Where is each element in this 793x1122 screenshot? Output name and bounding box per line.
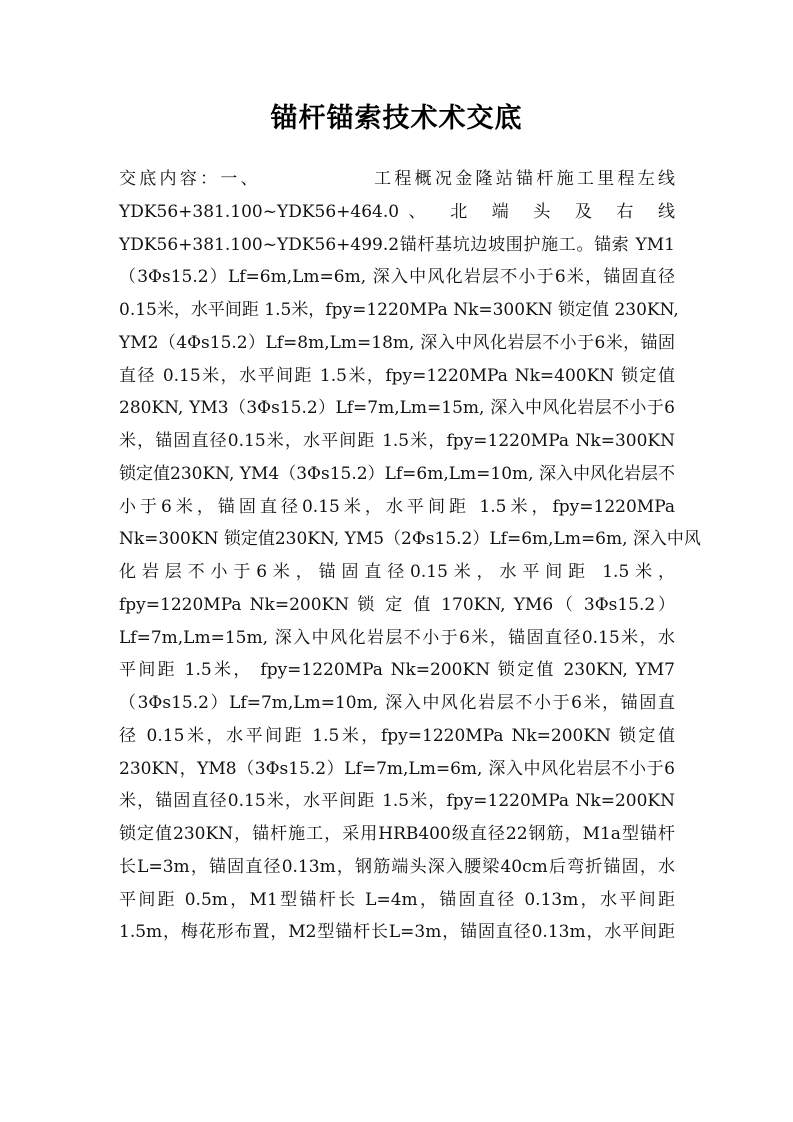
body-line: Nk=300KN 锁定值230KN, YM5（2Φs15.2）Lf=6m,Lm=6m, 深入中风	[119, 529, 701, 550]
body-line: YDK56+381.100~YDK56+499.2锚杆基坑边坡围护施工。锚索 YM1	[119, 234, 675, 255]
body-line: 锁定值230KN，锚杆施工，采用HRB400级直径22钢筋，M1a型锚杆	[119, 824, 675, 844]
body-line: Lf=7m,Lm=15m, 深入中风化岩层不小于6米，锚固直径0.15米，水	[119, 627, 675, 648]
body-line: 小于6米，锚固直径0.15米，水平间距 1.5米，fpy=1220MPa	[119, 496, 675, 517]
body-line: YM2（4Φs15.2）Lf=8m,Lm=18m, 深入中风化岩层不小于6米，锚固	[119, 332, 675, 353]
body-line: 280KN, YM3（3Φs15.2）Lf=7m,Lm=15m, 深入中风化岩层不小于6	[119, 398, 675, 419]
body-line: （3Φs15.2）Lf=7m,Lm=10m, 深入中风化岩层不小于6米，锚固直	[119, 693, 675, 713]
body-line: 0.15米，水平间距 1.5米，fpy=1220MPa Nk=300KN 锁定值 230KN,	[119, 300, 679, 320]
body-line: 平间距 1.5米， fpy=1220MPa Nk=200KN 锁定值 230KN, YM7	[119, 660, 675, 681]
body-line: 长L=3m，锚固直径0.13m，钢筋端头深入腰梁40cm后弯折锚固，水	[119, 856, 675, 877]
body-line: （3Φs15.2）Lf=6m,Lm=6m, 深入中风化岩层不小于6米，锚固直径	[119, 267, 675, 288]
page-title: 锚杆锚索技术术交底	[270, 103, 523, 134]
body-line: 230KN，YM8（3Φs15.2）Lf=7m,Lm=6m, 深入中风化岩层不小于6	[119, 758, 675, 779]
body-line: 米，锚固直径0.15米，水平间距 1.5米，fpy=1220MPa Nk=200KN	[119, 791, 675, 812]
body-line: 平间距 0.5m，M1型锚杆长 L=4m，锚固直径 0.13m，水平间距	[119, 889, 675, 910]
body-line: 交底内容：一、 工程概况金隆站锚杆施工里程左线	[119, 169, 675, 189]
body-line: 锁定值230KN, YM4（3Φs15.2）Lf=6m,Lm=10m, 深入中风化岩层不	[119, 463, 675, 484]
body-line: YDK56+381.100~YDK56+464.0、 北 端 头 及 右 线	[119, 201, 675, 222]
document-body	[119, 166, 701, 952]
body-line: 直径 0.15米，水平间距 1.5米，fpy=1220MPa Nk=400KN 锁定值	[119, 365, 675, 386]
body-line: 1.5m，梅花形布置，M2型锚杆长L=3m，锚固直径0.13m，水平间距	[119, 922, 675, 943]
body-line: 化岩层不小于6米，锚固直径0.15米，水平间距 1.5米，	[119, 562, 675, 582]
body-line: 径 0.15米，水平间距 1.5米，fpy=1220MPa Nk=200KN 锁定值	[119, 725, 675, 746]
body-line: 米，锚固直径0.15米，水平间距 1.5米，fpy=1220MPa Nk=300KN	[119, 431, 675, 451]
body-line: fpy=1220MPa Nk=200KN 锁 定 值 170KN, YM6（ 3Φs15.2）	[119, 594, 675, 615]
